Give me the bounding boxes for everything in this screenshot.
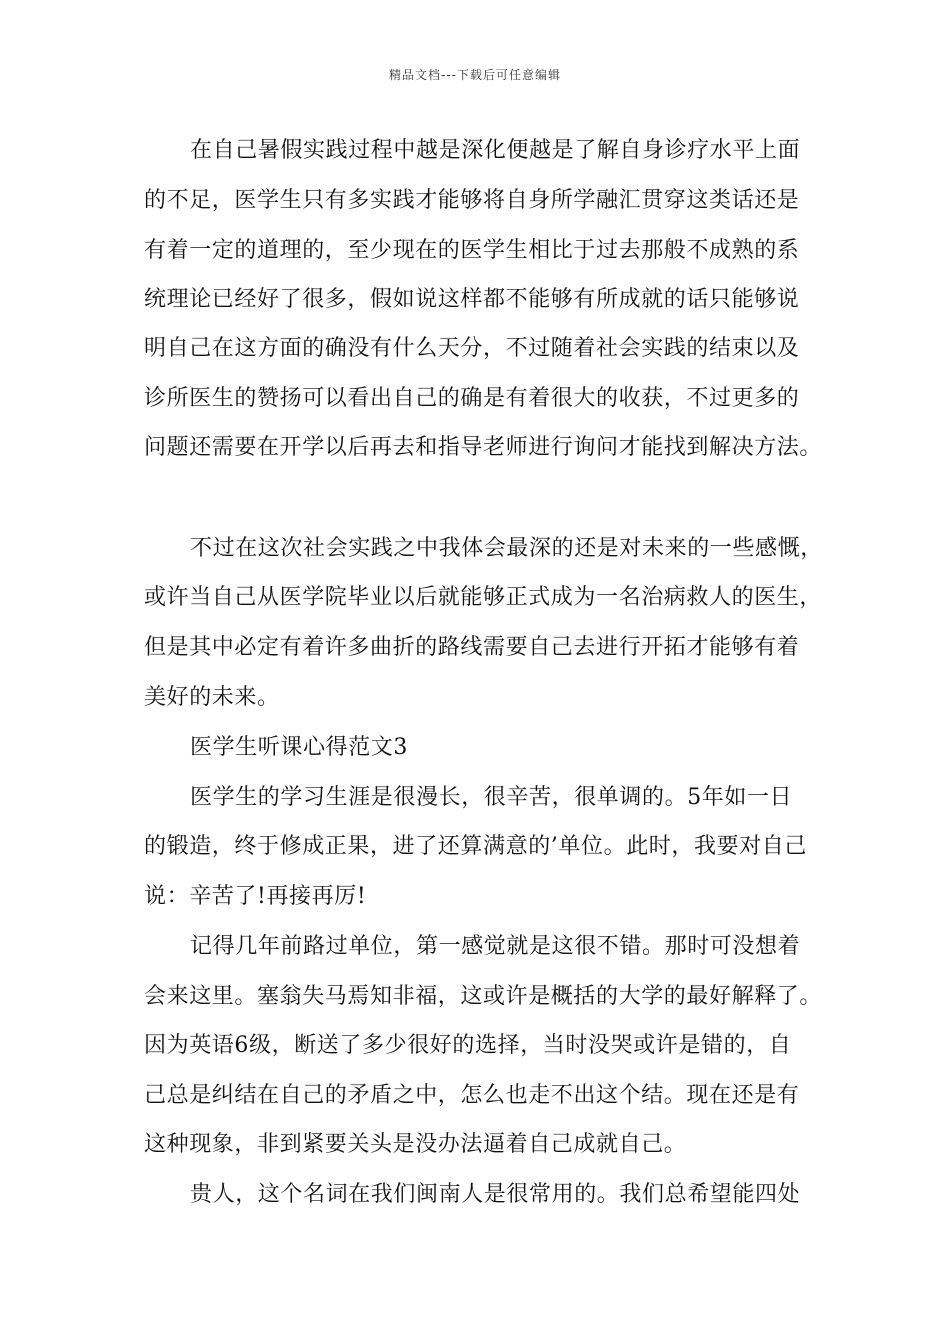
text-line: 的锻造，终于修成正果，进了还算满意的’单位。此时，我要对自己: [144, 834, 807, 859]
text-line: 或许当自己从医学院毕业以后就能够正式成为一名治病救人的医生，: [144, 585, 823, 610]
text-line: 的不足，医学生只有多实践才能够将自身所学融汇贯穿这类话还是: [144, 188, 800, 213]
text-line: 在自己暑假实践过程中越是深化便越是了解自身诊疗水平上面: [190, 138, 801, 163]
text-line: 明自己在这方面的确没有什么天分，不过随着社会实践的结束以及: [144, 336, 800, 361]
section-heading: 医学生听课心得范文3: [190, 735, 408, 760]
text-line: 这种现象，非到紧要关头是没办法逼着自己成就自己。: [144, 1132, 687, 1157]
text-line: 说：辛苦了!再接再厉!: [144, 884, 367, 909]
text-line: 问题还需要在开学以后再去和指导老师进行询问才能找到解决方法。: [144, 435, 823, 460]
text-line: 诊所医生的赞扬可以看出自己的确是有着很大的收获，不过更多的: [144, 386, 800, 411]
text-line: 会来这里。塞翁失马焉知非福，这或许是概括的大学的最好解释了。: [144, 984, 823, 1009]
page-header: 精品文档---下载后可任意编辑: [389, 68, 561, 82]
text-line: 记得几年前路过单位，第一感觉就是这很不错。那时可没想着: [190, 934, 801, 959]
text-line: 统理论已经好了很多，假如说这样都不能够有所成就的话只能够说: [144, 287, 800, 312]
text-line: 但是其中必定有着许多曲折的路线需要自己去进行开拓才能够有着: [144, 635, 800, 660]
text-line: 美好的未来。: [144, 685, 280, 710]
text-line: 不过在这次社会实践之中我体会最深的还是对未来的一些感慨，: [190, 536, 823, 561]
text-line: 己总是纠结在自己的矛盾之中，怎么也走不出这个结。现在还是有: [144, 1083, 800, 1108]
text-line: 因为英语6级，断送了多少很好的选择，当时没哭或许是错的，自: [144, 1033, 792, 1058]
text-line: 有着一定的道理的，至少现在的医学生相比于过去那般不成熟的系: [144, 238, 800, 263]
text-line: 医学生的学习生涯是很漫长，很辛苦，很单调的。5年如一日: [190, 785, 793, 810]
text-line: 贵人，这个名词在我们闽南人是很常用的。我们总希望能四处: [190, 1182, 801, 1207]
